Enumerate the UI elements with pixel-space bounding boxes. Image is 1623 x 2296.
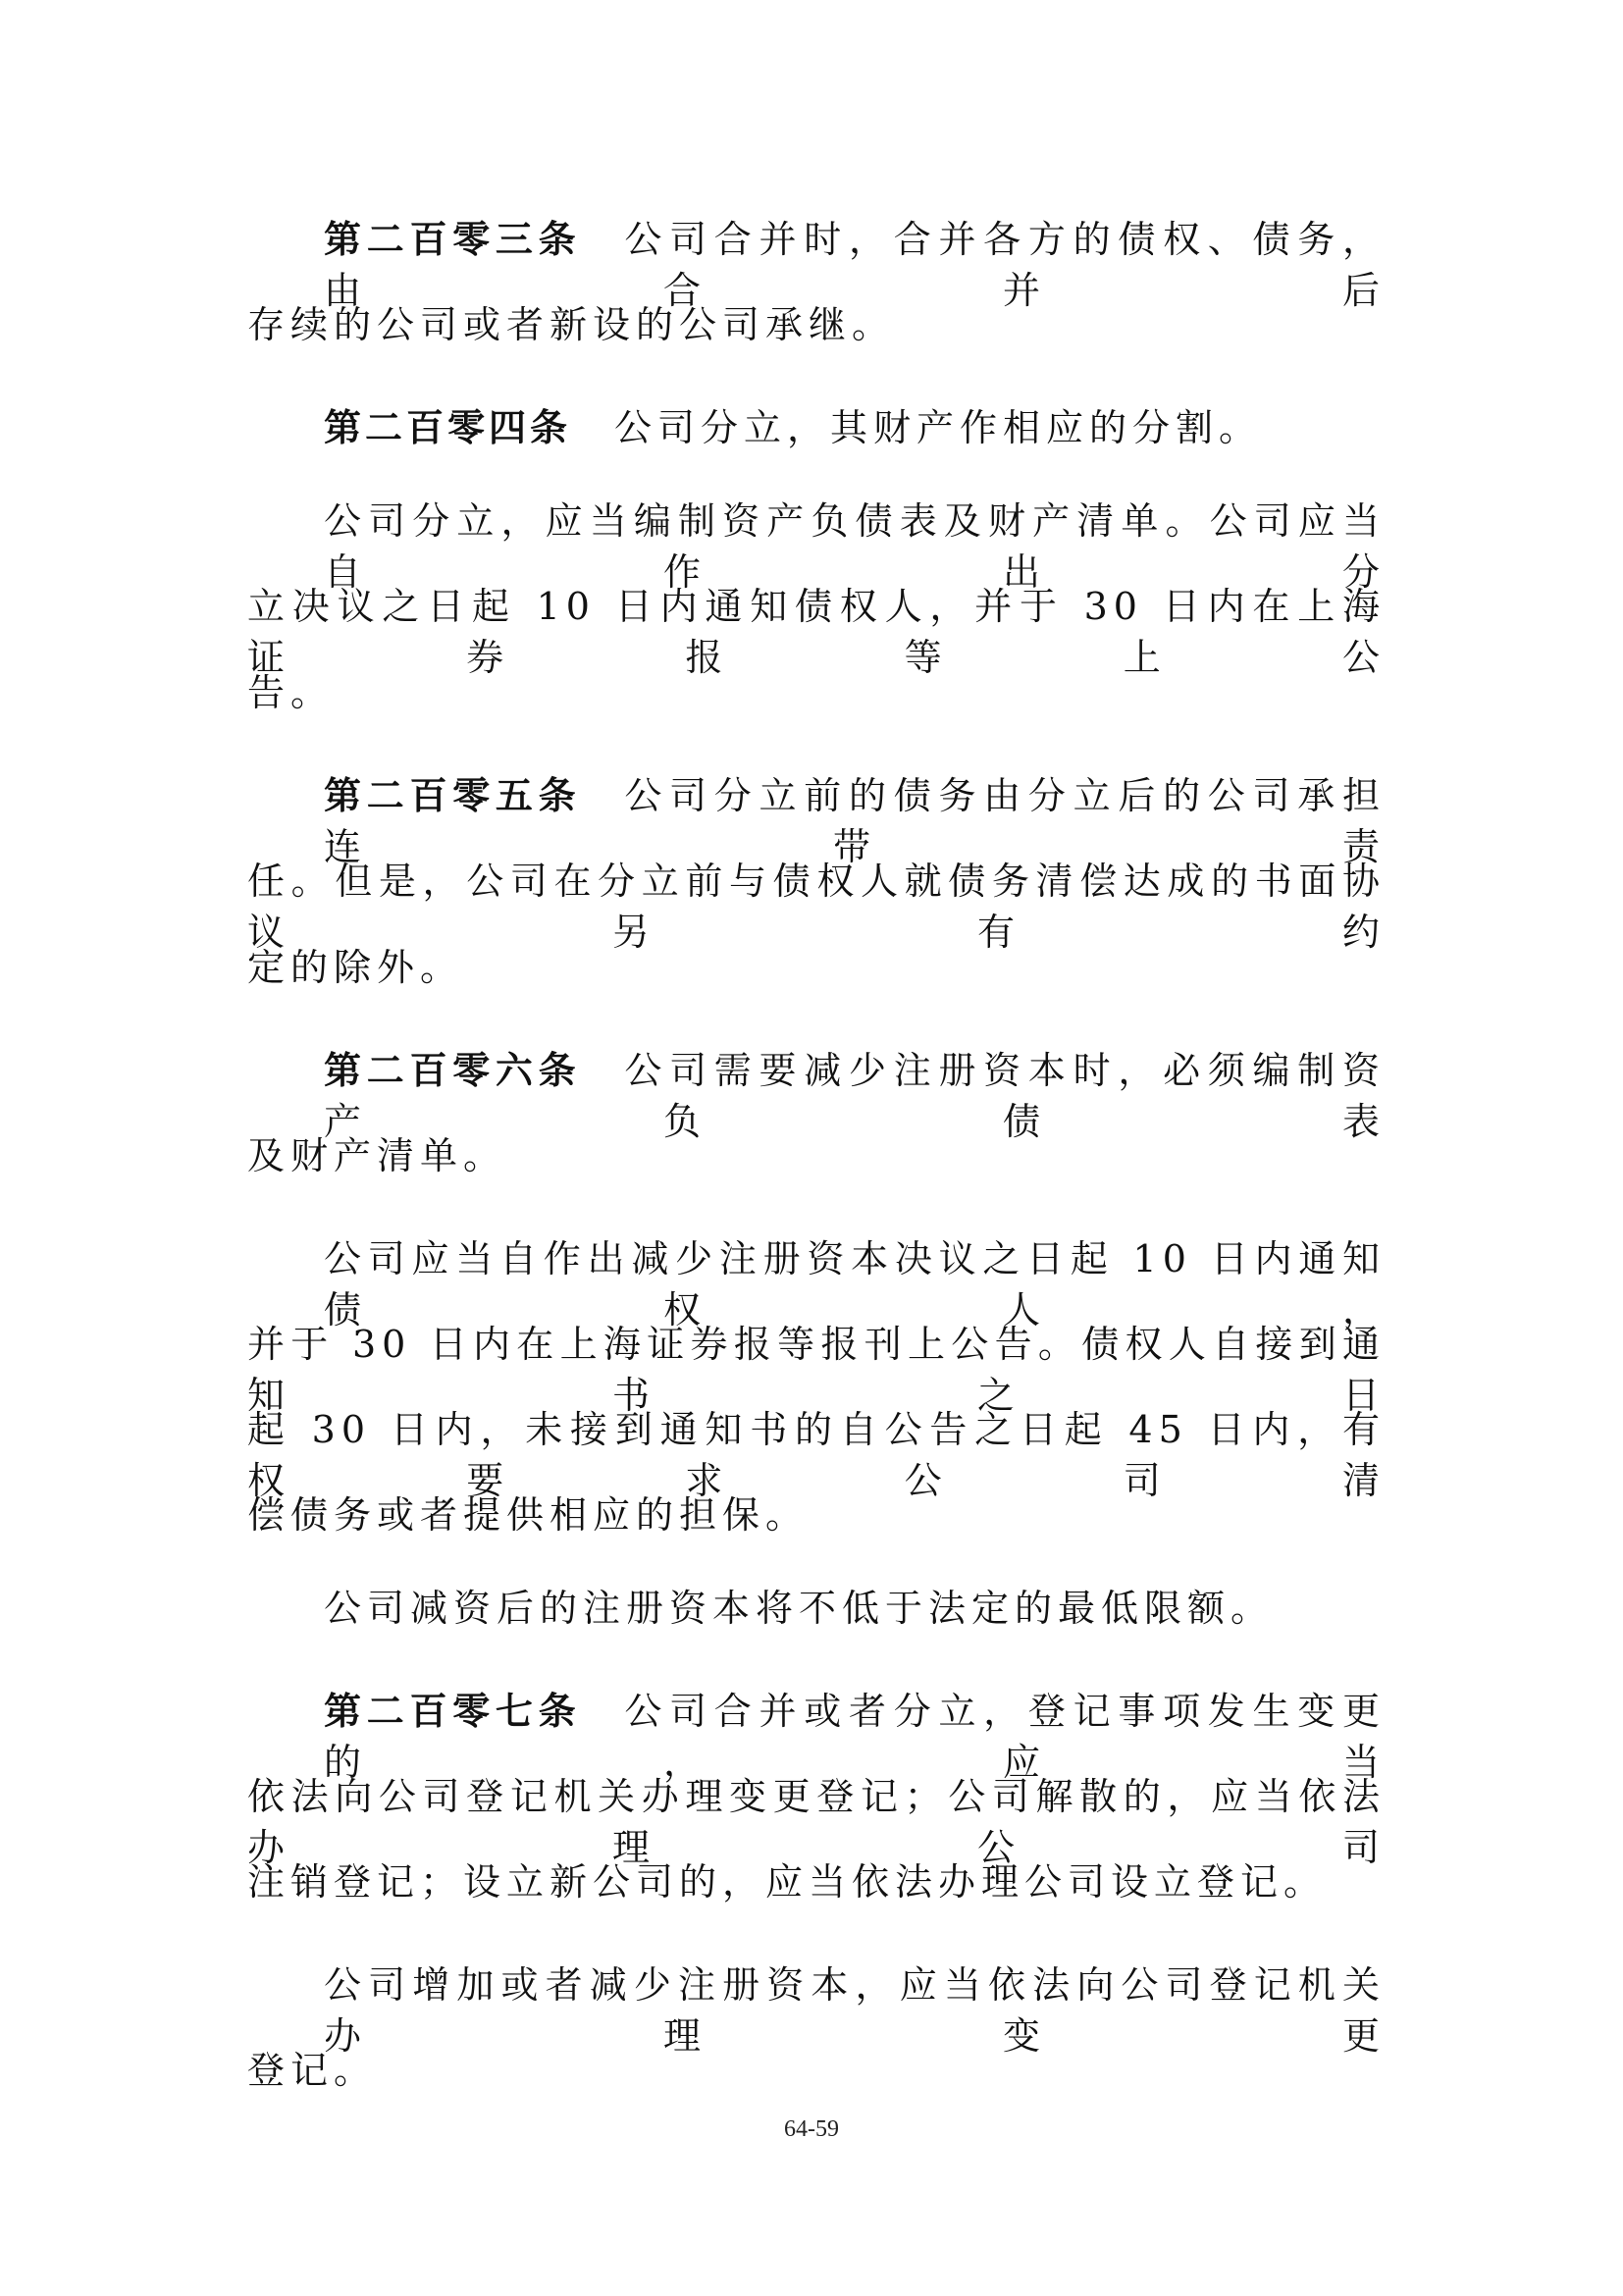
paragraph-split-line-2: 立决议之日起 10 日内通知债权人，并于 30 日内在上海证券报等上公 — [247, 585, 1386, 679]
article-205-line-2: 任。但是，公司在分立前与债权人就债务清偿达成的书面协议另有约 — [247, 860, 1386, 954]
article-206-line-2: 及财产清单。 — [247, 1134, 507, 1177]
article-204-line-1 — [324, 402, 1386, 453]
paragraph-capital-change-line-1: 公司增加或者减少注册资本，应当依法向公司登记机关办理变更 — [324, 1963, 1386, 2058]
paragraph-capital-change-line-2: 登记。 — [247, 2049, 378, 2092]
article-205-text-1: 公司分立前的债务由分立后的公司承担连带责 — [324, 774, 1386, 868]
article-206-text-1: 公司需要减少注册资本时，必须编制资产负债表 — [324, 1049, 1386, 1143]
page-number: 64-59 — [784, 2116, 839, 2142]
article-207-line-3: 注销登记；设立新公司的，应当依法办理公司设立登记。 — [247, 1860, 1328, 1904]
paragraph-reduce-line-3: 起 30 日内，未接到通知书的自公告之日起 45 日内，有权要求公司清 — [247, 1408, 1386, 1502]
article-206-title: 第二百零六条 — [324, 1049, 582, 1092]
article-207-line-1 — [324, 1686, 1386, 1784]
article-205-title: 第二百零五条 — [324, 774, 582, 817]
paragraph-reduce-line-1: 公司应当自作出减少注册资本决议之日起 10 日内通知债权人， — [324, 1237, 1386, 1331]
article-203-text-1: 公司合并时，合并各方的债权、债务，由合并后 — [324, 218, 1386, 312]
article-207-line-2: 依法向公司登记机关办理变更登记；公司解散的，应当依法办理公司 — [247, 1775, 1386, 1869]
article-204-text-1: 公司分立，其财产作相应的分割。 — [614, 406, 1263, 449]
article-205-line-3: 定的除外。 — [247, 946, 464, 989]
article-205-line-1 — [324, 770, 1386, 868]
article-207-title: 第二百零七条 — [324, 1690, 582, 1733]
paragraph-minimum-line-1: 公司减资后的注册资本将不低于法定的最低限额。 — [324, 1587, 1275, 1630]
article-206-line-1 — [324, 1045, 1386, 1143]
paragraph-split-line-3: 告。 — [247, 671, 335, 714]
paragraph-reduce-line-2: 并于 30 日内在上海证券报等报刊上公告。债权人自接到通知书之日 — [247, 1323, 1386, 1417]
article-203-title: 第二百零三条 — [324, 218, 582, 261]
paragraph-reduce-line-4: 偿债务或者提供相应的担保。 — [247, 1493, 810, 1537]
article-203-line-1 — [324, 214, 1386, 312]
article-204-title: 第二百零四条 — [324, 406, 572, 449]
paragraph-split-line-1: 公司分立，应当编制资产负债表及财产清单。公司应当自作出分 — [324, 499, 1386, 594]
article-207-text-1: 公司合并或者分立，登记事项发生变更的，应当 — [324, 1690, 1386, 1784]
article-203-line-2: 存续的公司或者新设的公司承继。 — [247, 303, 896, 346]
